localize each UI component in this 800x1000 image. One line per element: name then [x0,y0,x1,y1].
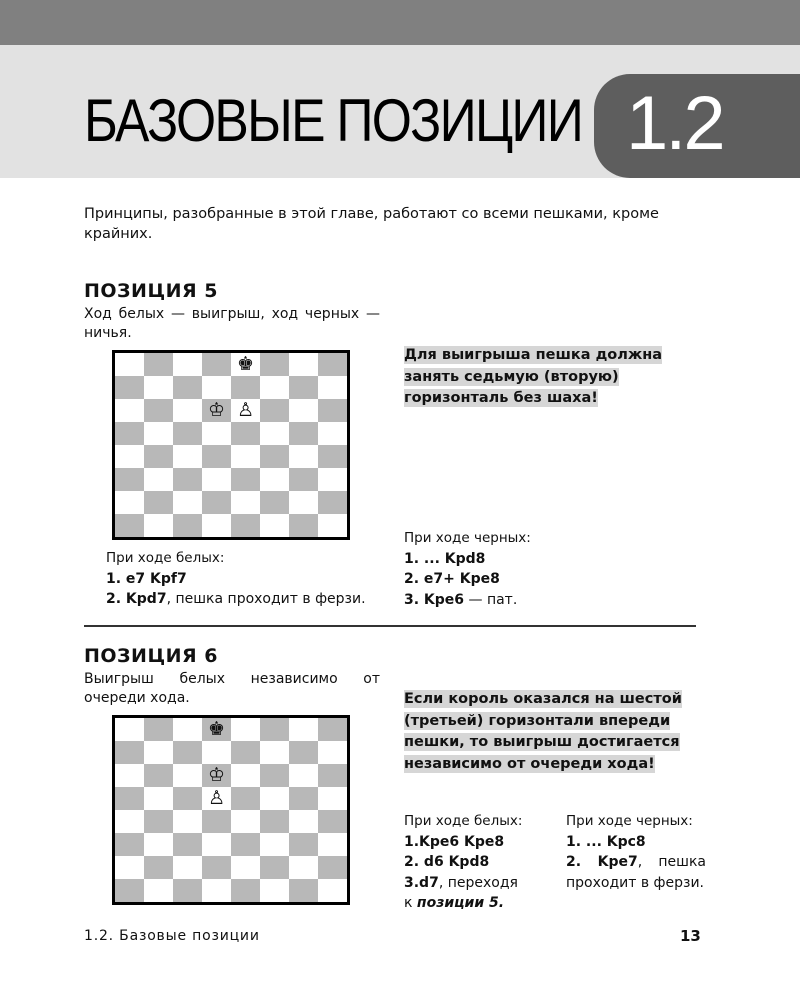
board-square [115,810,144,833]
board-square [260,856,289,879]
board-square [173,879,202,902]
board-square [173,376,202,399]
moves-label: При ходе белых: [404,813,523,829]
board-square [231,514,260,537]
board-square [202,514,231,537]
board-square [318,353,347,376]
board-square [202,833,231,856]
board-square [144,376,173,399]
move-line: 3.d7, переходя [404,874,518,891]
board-square [318,810,347,833]
position-6-title: ПОЗИЦИЯ 6 [84,645,218,667]
board-square [260,445,289,468]
position-5-black-moves [404,528,531,610]
board-square [202,718,231,741]
board-square [115,787,144,810]
page-number: 13 [680,927,701,945]
board-square [260,376,289,399]
board-square [289,353,318,376]
board-square [115,376,144,399]
chapter-title: БАЗОВЫЕ ПОЗИЦИИ [84,87,583,154]
board-square [202,468,231,491]
board-square [318,879,347,902]
board-square [144,353,173,376]
board-square [260,399,289,422]
board-square [260,787,289,810]
board-square [144,787,173,810]
board-square [115,718,144,741]
board-square [173,856,202,879]
board-square [318,764,347,787]
board-square [115,514,144,537]
board-square [173,787,202,810]
board-square [318,468,347,491]
board-square [318,514,347,537]
position-6-white-moves [404,811,554,914]
move-line: 2. Kpd7, пешка проходит в ферзи. [106,591,366,607]
black-king-icon: ♚ [207,718,226,740]
board-square [202,422,231,445]
top-bar [0,0,800,45]
board-square [260,468,289,491]
move-line: 3. Kpe6 — пат. [404,591,518,608]
board-square [202,764,231,787]
board-square [231,879,260,902]
move-line: 2. e7+ Kpe8 [404,571,500,587]
board-square [231,491,260,514]
board-square [289,468,318,491]
board-square [173,764,202,787]
board-square [115,445,144,468]
intro-paragraph: Принципы, разобранные в этой главе, работают со всеми пешками, кроме крайних. [84,206,659,242]
board-square [115,856,144,879]
board-square [115,833,144,856]
black-king-icon: ♚ [236,353,255,375]
board-square [318,445,347,468]
board-square [231,856,260,879]
board-square [318,376,347,399]
board-square [260,764,289,787]
board-square [260,491,289,514]
position-6-subtitle: Выигрыш белых независимо от очереди хода. [84,671,380,706]
board-square [202,445,231,468]
board-square [202,787,231,810]
board-square [115,879,144,902]
moves-label: При ходе белых: [106,550,225,566]
position-5-title: ПОЗИЦИЯ 5 [84,280,218,302]
board-square [231,833,260,856]
moves-label: При ходе черных: [404,530,531,546]
board-square [289,399,318,422]
board-square [289,787,318,810]
board-square [260,353,289,376]
board-square [173,718,202,741]
board-square [115,491,144,514]
board-square [260,833,289,856]
board-square [173,491,202,514]
board-square [115,422,144,445]
board-square [144,491,173,514]
position-5-note: Для выигрыша пешка должна занять седьмую (вторую) горизонталь без шаха! [404,347,663,406]
board-square [231,741,260,764]
board-square [260,422,289,445]
board-square [144,399,173,422]
board-square [202,399,231,422]
board-square [260,718,289,741]
move-line: 1. ... Kpc8 [566,833,646,850]
board-square [231,422,260,445]
board-square [231,445,260,468]
board-square [173,399,202,422]
board-square [144,514,173,537]
board-square [289,376,318,399]
board-square [318,856,347,879]
board-square [289,833,318,856]
board-square [289,718,318,741]
board-square [318,422,347,445]
board-square [115,764,144,787]
move-line: 1.Kpe6 Kpe8 [404,833,505,850]
board-square [318,741,347,764]
board-square [318,787,347,810]
board-square [289,514,318,537]
board-square [289,422,318,445]
board-square [144,422,173,445]
footer-section-title: 1.2. Базовые позиции [84,928,260,944]
board-square [231,764,260,787]
board-square [231,810,260,833]
move-line: 2. d6 Kpd8 [404,854,490,870]
board-square [260,514,289,537]
board-square [202,879,231,902]
white-pawn-icon: ♙ [236,399,255,421]
board-square [202,856,231,879]
board-square [173,514,202,537]
board-square [144,764,173,787]
board-square [144,879,173,902]
board-square [289,879,318,902]
board-square [144,468,173,491]
white-king-icon: ♔ [207,764,226,786]
board-square [144,445,173,468]
board-square [173,810,202,833]
board-square [115,741,144,764]
chessboard-position-5 [112,350,350,540]
board-square [231,376,260,399]
section-divider [84,625,696,627]
board-square [289,491,318,514]
board-square [173,445,202,468]
board-square [289,445,318,468]
board-square [289,764,318,787]
board-square [202,491,231,514]
board-square [202,741,231,764]
board-square [202,353,231,376]
board-square [173,468,202,491]
board-square [231,718,260,741]
board-square [231,353,260,376]
board-square [202,376,231,399]
position-5-subtitle: Ход белых — выигрыш, ход черных — ничья. [84,306,380,341]
board-square [318,399,347,422]
chessboard-position-6 [112,715,350,905]
board-square [115,399,144,422]
board-square [289,741,318,764]
white-king-icon: ♔ [207,399,226,421]
board-square [289,856,318,879]
board-square [202,810,231,833]
board-square [318,833,347,856]
board-square [231,787,260,810]
position-6-black-moves [566,811,706,893]
board-square [173,741,202,764]
board-square [289,810,318,833]
board-square [173,422,202,445]
board-square [144,810,173,833]
board-square [260,810,289,833]
board-square [173,833,202,856]
position-6-note: Если король оказался на шестой (третьей) горизонтали впереди пешки, то выигрыш достигается независимо от очереди хода! [404,691,682,772]
board-square [260,879,289,902]
board-square [144,741,173,764]
move-line: 1. ... Kpd8 [404,550,486,567]
board-square [144,718,173,741]
board-square [173,353,202,376]
white-pawn-icon: ♙ [207,787,226,809]
board-square [144,856,173,879]
moves-label: При ходе черных: [566,813,693,829]
board-square [260,741,289,764]
board-square [231,399,260,422]
board-square [115,353,144,376]
move-line: к позиции 5. [404,895,505,911]
board-square [231,468,260,491]
chapter-number: 1.2 [626,81,723,166]
board-square [115,468,144,491]
board-square [144,833,173,856]
board-square [318,491,347,514]
move-line: 2. Kpe7, пешка проходит в ферзи. [566,854,706,891]
board-square [318,718,347,741]
move-line: 1. e7 Kpf7 [106,570,187,587]
position-5-white-moves [106,548,366,610]
